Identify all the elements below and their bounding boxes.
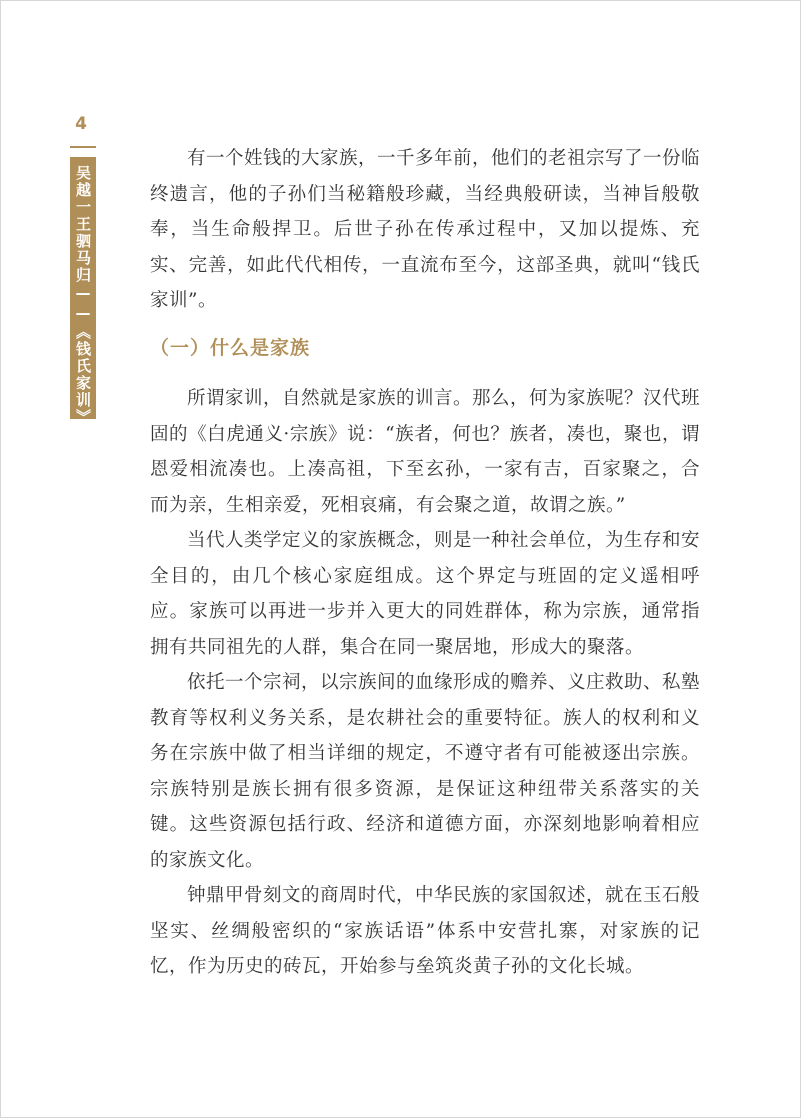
intro-paragraph: 有一个姓钱的大家族，一千多年前，他们的老祖宗写了一份临终遗言，他的子孙们当秘籍般珍藏，当经典般研读，当神旨般敬奉，当生命般捍卫。后世子孙在传承过程中，又加以提炼、充实、完善，如此代代相传，一直流布至今，这部圣典，就叫“钱氏家训”。 [150,148,701,311]
side-title-bar [70,157,96,460]
page-number: 4 [75,114,87,134]
section-heading: （一）什么是家族 [150,337,311,359]
body-paragraph-2: 当代人类学定义的家族概念，则是一种社会单位，为生存和安全目的，由几个核心家庭组成。这个界定与班固的定义遥相呼应。家族可以再进一步并入更大的同姓群体，称为宗族，通常指拥有共同祖先的人群，集合在同一聚居地，形成大的聚落。 [150,530,701,658]
section-body [150,381,700,985]
body-paragraph-3: 依托一个宗祠，以宗族间的血缘形成的赡养、义庄救助、私塾教育等权利义务关系，是农耕社会的重要特征。族人的权利和义务在宗族中做了相当详细的规定，不遵守者有可能被逐出宗族。宗族特别是族长拥有很多资源，是保证这种纽带关系落实的关键。这些资源包括行政、经济和道德方面，亦深刻地影响着相应的家族文化。 [150,672,701,871]
page-number-rule [70,146,96,148]
side-title: 吴越一王驷马归——《钱氏家训》释读 [74,165,92,460]
intro-block [150,141,700,319]
body-paragraph-4: 钟鼎甲骨刻文的商周时代，中华民族的家国叙述，就在玉石般坚实、丝绸般密织的“家族话语”体系中安营扎寨，对家族的记忆，作为历史的砖瓦，开始参与垒筑炎黄子孙的文化长城。 [150,885,701,977]
body-paragraph-1: 所谓家训，自然就是家族的训言。那么，何为家族呢？汉代班固的《白虎通义·宗族》说：“族者，何也？族者，凑也，聚也，谓恩爱相流凑也。上凑高祖，下至玄孙，一家有吉，百家聚之，合而为亲，生相亲爱，死相哀痛，有会聚之道，故谓之族。” [150,388,701,516]
